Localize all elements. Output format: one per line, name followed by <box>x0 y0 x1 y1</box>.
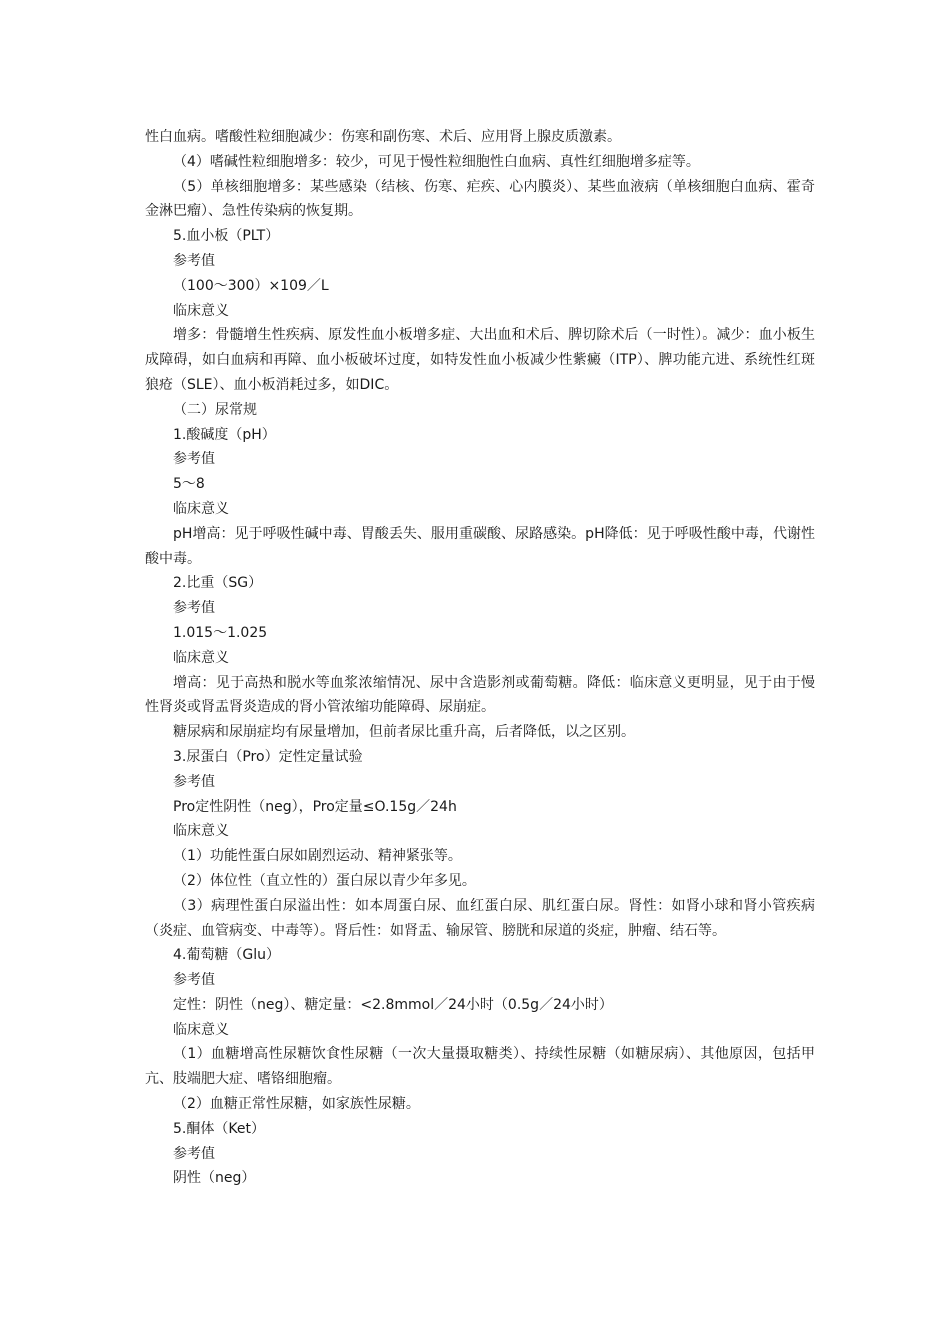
paragraph: 参考值 <box>173 252 215 269</box>
paragraph: 5～8 <box>173 476 205 493</box>
paragraph: （3）病理性蛋白尿溢出性：如本周蛋白尿、血红蛋白尿、肌红蛋白尿。肾性：如肾小球和肾小管疾病（炎症、血管病变、中毒等）。肾后性：如肾盂、输尿管、膀胱和尿道的炎症，肿瘤、结石等。 <box>145 897 815 939</box>
paragraph: 参考值 <box>173 972 215 989</box>
paragraph: 参考值 <box>173 451 215 468</box>
paragraph: 增多：骨髓增生性疾病、原发性血小板增多症、大出血和术后、脾切除术后（一时性）。减少：血小板生成障碍，如白血病和再障、血小板破坏过度，如特发性血小板减少性紫癜（ITP）、脾功能亢进、系统性红斑狼疮（SLE）、血小板消耗过多，如DIC。 <box>145 327 815 393</box>
paragraph: 1.酸碱度（pH） <box>173 426 276 443</box>
document-body <box>145 125 815 1191</box>
paragraph: pH增高：见于呼吸性碱中毒、胃酸丢失、服用重碳酸、尿路感染。pH降低：见于呼吸性酸中毒，代谢性酸中毒。 <box>145 525 815 567</box>
paragraph: 临床意义 <box>173 1021 229 1038</box>
paragraph: （100～300）×109／L <box>173 277 329 294</box>
paragraph: 增高：见于高热和脱水等血浆浓缩情况、尿中含造影剂或葡萄糖。降低：临床意义更明显，见于由于慢性肾炎或肾盂肾炎造成的肾小管浓缩功能障碍、尿崩症。 <box>145 674 815 716</box>
paragraph: （2）血糖正常性尿糖，如家族性尿糖。 <box>173 1096 420 1113</box>
paragraph: 1.015～1.025 <box>173 624 268 641</box>
paragraph: 临床意义 <box>173 302 229 319</box>
paragraph: 参考值 <box>173 773 215 790</box>
paragraph: （5）单核细胞增多：某些感染（结核、伤寒、疟疾、心内膜炎）、某些血液病（单核细胞白血病、霍奇金淋巴瘤）、急性传染病的恢复期。 <box>145 178 815 220</box>
paragraph: 2.比重（SG） <box>173 575 263 592</box>
paragraph: 5.血小板（PLT） <box>173 228 280 245</box>
paragraph: 阴性（neg） <box>173 1170 256 1187</box>
paragraph: Pro定性阴性（neg），Pro定量≤O.15g／24h <box>173 798 457 815</box>
paragraph: 临床意义 <box>173 649 229 666</box>
paragraph: （2）体位性（直立性的）蛋白尿以青少年多见。 <box>173 872 476 889</box>
paragraph: 性白血病。嗜酸性粒细胞减少：伤寒和副伤寒、术后、应用肾上腺皮质激素。 <box>145 129 621 145</box>
paragraph: 参考值 <box>173 600 215 617</box>
paragraph: 定性：阴性（neg）、糖定量：<2.8mmol／24小时（0.5g／24小时） <box>173 996 613 1013</box>
paragraph: （4）嗜碱性粒细胞增多：较少，可见于慢性粒细胞性白血病、真性红细胞增多症等。 <box>173 153 700 170</box>
paragraph: 糖尿病和尿崩症均有尿量增加，但前者尿比重升高，后者降低，以之区别。 <box>173 724 635 741</box>
paragraph: （1）血糖增高性尿糖饮食性尿糖（一次大量摄取糖类）、持续性尿糖（如糖尿病）、其他原因，包括甲亢、肢端肥大症、嗜铬细胞瘤。 <box>145 1046 815 1088</box>
paragraph: 5.酮体（Ket） <box>173 1120 265 1137</box>
paragraph: 4.葡萄糖（Glu） <box>173 947 280 964</box>
paragraph: 3.尿蛋白（Pro）定性定量试验 <box>173 748 363 765</box>
paragraph: （二）尿常规 <box>173 401 257 418</box>
paragraph: （1）功能性蛋白尿如剧烈运动、精神紧张等。 <box>173 848 462 865</box>
paragraph: 临床意义 <box>173 500 229 517</box>
paragraph: 临床意义 <box>173 823 229 840</box>
paragraph: 参考值 <box>173 1145 215 1162</box>
